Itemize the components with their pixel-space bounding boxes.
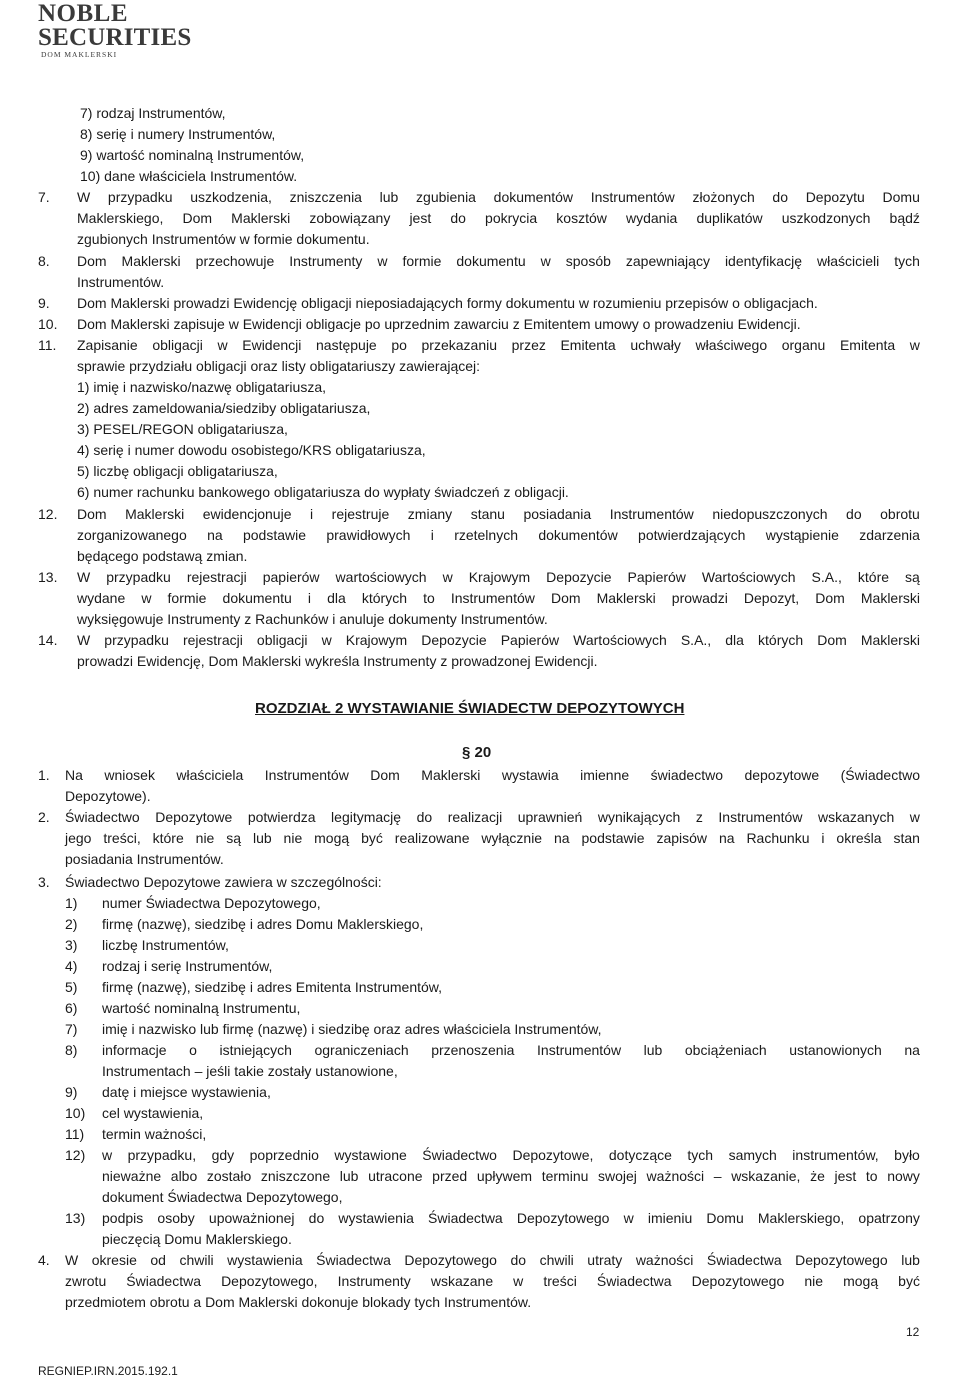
certificate-item-number: 3) xyxy=(65,937,78,953)
chapter-heading: ROZDZIAŁ 2 WYSTAWIANIE ŚWIADECTW DEPOZYTOWYCH xyxy=(255,700,685,717)
certificate-item-line: pieczęcią Domu Maklerskiego. xyxy=(102,1231,292,1247)
certificate-item-number: 4) xyxy=(65,958,78,974)
paragraph-line: Instrumentów. xyxy=(77,274,165,290)
paragraph-line: Dom Maklerski ewidencjonuje i rejestruje zmiany stanu posiadania Instrumentów niedopuszczonych do obrotu xyxy=(77,506,920,522)
certificate-item-number: 9) xyxy=(65,1084,78,1100)
s20-paragraph-line: jego treści, które nie są lub nie mogą być realizowane wyłącznie na podstawie zapisów na Rachunku i określa stan xyxy=(65,830,920,846)
s20-paragraph-number: 4. xyxy=(38,1252,50,1268)
s20-paragraph-number: 3. xyxy=(38,874,50,890)
certificate-item-number: 5) xyxy=(65,979,78,995)
s20-paragraph-line: posiadania Instrumentów. xyxy=(65,851,224,867)
s20-paragraph-line: przedmiotem obrotu a Dom Maklerski dokonuje blokady tych Instrumentów. xyxy=(65,1294,532,1310)
list-item: 7) rodzaj Instrumentów, xyxy=(80,105,226,121)
logo-line-2: SECURITIES xyxy=(38,24,192,51)
paragraph-number: 9. xyxy=(38,295,50,311)
paragraph-number: 14. xyxy=(38,632,58,648)
paragraph-line: Dom Maklerski zapisuje w Ewidencji obligacje po uprzednim zawarciu z Emitentem umowy o prowadzeniu Ewidencji. xyxy=(77,316,801,332)
certificate-item-line: informacje o istniejących ograniczeniach przenoszenia Instrumentów lub obciążeniach ustanowionych na xyxy=(102,1042,920,1058)
paragraph-number: 11. xyxy=(38,337,57,353)
paragraph-number: 10. xyxy=(38,316,58,332)
certificate-item-number: 7) xyxy=(65,1021,78,1037)
certificate-item-number: 11) xyxy=(65,1126,85,1142)
obligation-list-item: 3) PESEL/REGON obligatariusza, xyxy=(77,421,288,437)
certificate-item-line: w przypadku, gdy poprzednio wystawione Świadectwo Depozytowe, dotyczące tych samych instrumentów, było xyxy=(102,1147,920,1163)
obligation-list-item: 1) imię i nazwisko/nazwę obligatariusza, xyxy=(77,379,326,395)
paragraph-number: 7. xyxy=(38,189,50,205)
s20-paragraph-line: Świadectwo Depozytowe zawiera w szczególności: xyxy=(65,874,382,890)
certificate-item-line: nieważne albo zostało zniszczone lub utracone przed upływem terminu swojej ważności – wskazanie, że jest to nowy xyxy=(102,1168,920,1184)
certificate-item-line: podpis osoby upoważnionej do wystawienia Świadectwa Depozytowego w imieniu Domu Maklerskiego, opatrzony xyxy=(102,1210,920,1226)
certificate-item-line: firmę (nazwę), siedzibę i adres Emitenta Instrumentów, xyxy=(102,979,443,995)
s20-paragraph-number: 2. xyxy=(38,809,50,825)
s20-paragraph-line: Depozytowe). xyxy=(65,788,151,804)
certificate-item-line: liczbę Instrumentów, xyxy=(102,937,229,953)
paragraph-line: będącego podstawą zmian. xyxy=(77,548,248,564)
certificate-item-line: imię i nazwisko lub firmę (nazwę) i siedzibę oraz adres właściciela Instrumentów, xyxy=(102,1021,602,1037)
obligation-list-item: 5) liczbę obligacji obligatariusza, xyxy=(77,463,278,479)
paragraph-line: Dom Maklerski przechowuje Instrumenty w formie dokumentu w sposób zapewniający identyfikację właścicieli tych xyxy=(77,253,920,269)
certificate-item-line: datę i miejsce wystawienia, xyxy=(102,1084,271,1100)
obligation-list-item: 4) serię i numer dowodu osobistego/KRS obligatariusza, xyxy=(77,442,426,458)
certificate-item-line: firmę (nazwę), siedzibę i adres Domu Maklerskiego, xyxy=(102,916,424,932)
paragraph-line: wydane w formie dokumentu i dla których to Instrumentów Dom Maklerski prowadzi Depozyt, Dom Maklerski xyxy=(77,590,920,606)
logo-line-1: NOBLE xyxy=(38,0,129,27)
paragraph-line: prowadzi Ewidencję, Dom Maklerski wykreśla Instrumenty z prowadzonej Ewidencji. xyxy=(77,653,598,669)
obligation-list-item: 2) adres zameldowania/siedziby obligatariusza, xyxy=(77,400,371,416)
s20-paragraph-line: Na wniosek właściciela Instrumentów Dom Maklerski wystawia imienne świadectwo depozytowe (Świadectwo xyxy=(65,767,920,783)
paragraph-line: zgubionych Instrumentów w formie dokumentu. xyxy=(77,231,370,247)
certificate-item-number: 13) xyxy=(65,1210,86,1226)
certificate-item-number: 8) xyxy=(65,1042,78,1058)
company-logo xyxy=(38,2,191,59)
certificate-item-number: 12) xyxy=(65,1147,86,1163)
obligation-list-item: 6) numer rachunku bankowego obligatariusza do wypłaty świadczeń z obligacji. xyxy=(77,484,569,500)
paragraph-line: W przypadku rejestracji obligacji w Krajowym Depozycie Papierów Wartościowych S.A., dla których Dom Maklerski xyxy=(77,632,920,648)
page-number: 12 xyxy=(906,1325,920,1339)
paragraph-line: W przypadku uszkodzenia, zniszczenia lub zgubienia dokumentów Instrumentów złożonych do Depozytu Domu xyxy=(77,189,920,205)
s20-paragraph-line: W okresie od chwili wystawienia Świadectwa Depozytowego do chwili utraty ważności Świadectwa Depozytowego lub xyxy=(65,1252,920,1268)
paragraph-number: 8. xyxy=(38,253,50,269)
certificate-item-number: 2) xyxy=(65,916,78,932)
certificate-item-line: rodzaj i serię Instrumentów, xyxy=(102,958,273,974)
certificate-item-line: numer Świadectwa Depozytowego, xyxy=(102,895,321,911)
section-number: § 20 xyxy=(462,744,492,761)
list-item: 8) serię i numery Instrumentów, xyxy=(80,126,276,142)
certificate-item-number: 10) xyxy=(65,1105,86,1121)
paragraph-line: zorganizowanego na podstawie prawidłowych i rzetelnych dokumentów potwierdzających wystąpienie zdarzenia xyxy=(77,527,920,543)
certificate-item-number: 1) xyxy=(65,895,78,911)
certificate-item-line: cel wystawienia, xyxy=(102,1105,204,1121)
document-code: REGNIEP.IRN.2015.192.1 xyxy=(38,1364,178,1378)
certificate-item-line: wartość nominalną Instrumentu, xyxy=(102,1000,301,1016)
paragraph-line: W przypadku rejestracji papierów wartościowych w Krajowym Depozycie Papierów Wartościowych S.A., które są xyxy=(77,569,920,585)
list-item: 10) dane właściciela Instrumentów. xyxy=(80,168,298,184)
logo-line-3: DOM MAKLERSKI xyxy=(41,50,118,59)
paragraph-line: sprawie przydziału obligacji oraz listy obligatariuszy zawierającej: xyxy=(77,358,481,374)
list-item: 9) wartość nominalną Instrumentów, xyxy=(80,147,305,163)
paragraph-number: 12. xyxy=(38,506,58,522)
paragraph-line: Maklerskiego, Dom Maklerski zobowiązany jest do pokrycia kosztów wydania duplikatów uszkodzonych bądź xyxy=(77,210,920,226)
paragraph-line: Dom Maklerski prowadzi Ewidencję obligacji nieposiadających formy dokumentu w rozumieniu przepisów o obligacjach. xyxy=(77,295,818,311)
certificate-item-number: 6) xyxy=(65,1000,78,1016)
paragraph-number: 13. xyxy=(38,569,58,585)
s20-paragraph-line: zwrotu Świadectwa Depozytowego, Instrumenty wskazane w treści Świadectwa Depozytowego nie mogą być xyxy=(65,1273,920,1289)
s20-paragraph-number: 1. xyxy=(38,767,50,783)
s20-paragraph-line: Świadectwo Depozytowe potwierdza legitymację do realizacji uprawnień wynikających z Instrumentów wskazanych w xyxy=(65,809,920,825)
certificate-item-line: termin ważności, xyxy=(102,1126,207,1142)
paragraph-line: wyksięgowuje Instrumenty z Rachunków i anuluje dokumenty Instrumentów. xyxy=(77,611,548,627)
paragraph-line: Zapisanie obligacji w Ewidencji następuje po przekazaniu przez Emitenta uchwały właściwego organu Emitenta w xyxy=(77,337,920,353)
certificate-item-line: Instrumentach – jeśli takie zostały ustanowione, xyxy=(102,1063,398,1079)
certificate-item-line: dokument Świadectwa Depozytowego, xyxy=(102,1189,343,1205)
